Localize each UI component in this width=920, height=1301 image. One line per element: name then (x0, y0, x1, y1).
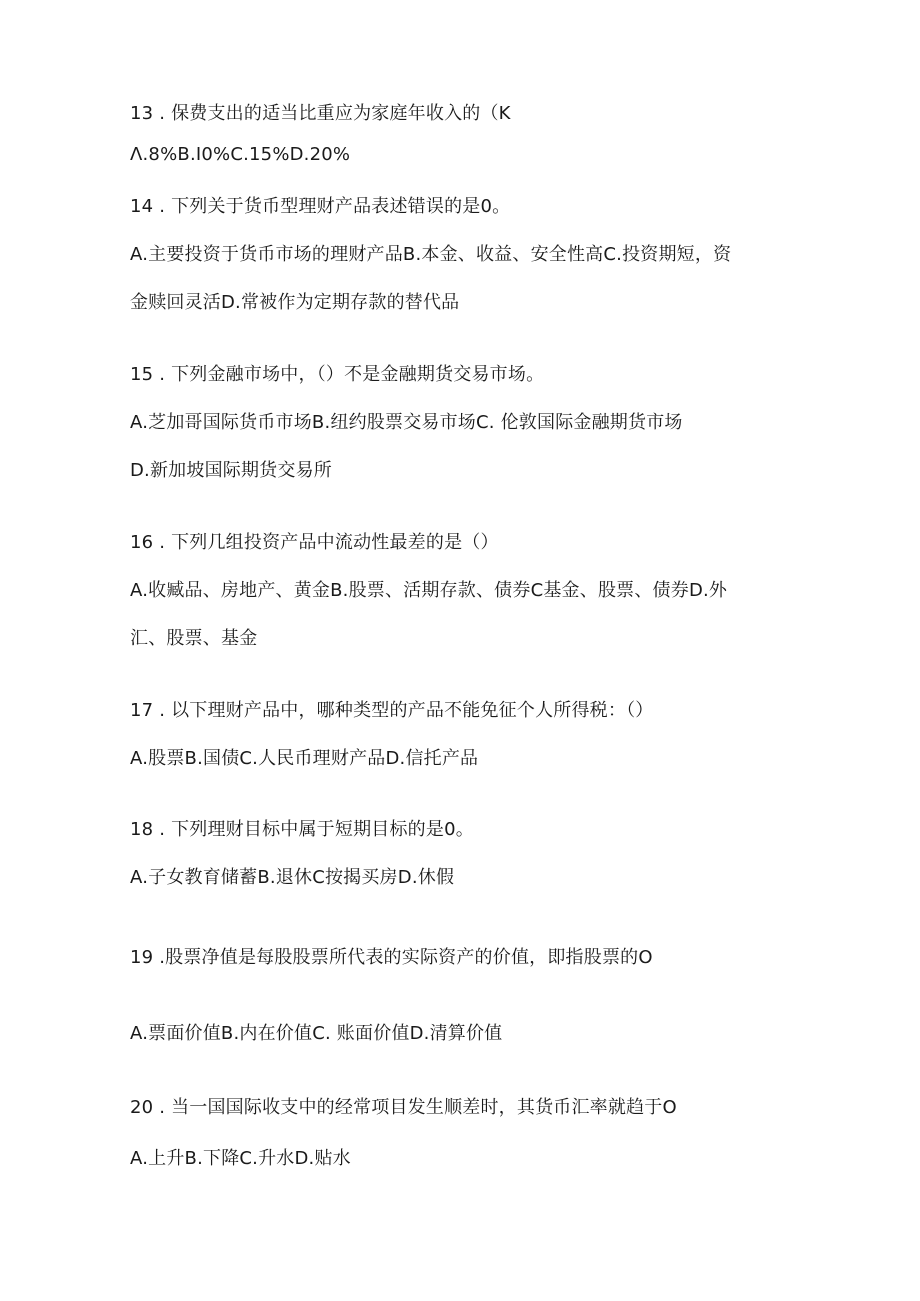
question-15-options: A.芝加哥国际货币市场B.纽约股票交易市场C. 伦敦国际金融期货市场 (130, 412, 683, 433)
question-18: 18 . 下列理财目标中属于短期目标的是0。 (130, 819, 474, 840)
question-17-options: A.股票B.国债C.人民币理财产品D.信托产品 (130, 748, 479, 769)
question-16: 16 . 下列几组投资产品中流动性最差的是（） (130, 532, 499, 553)
question-14-options-cont: 金赎回灵活D.常被作为定期存款的替代品 (130, 292, 460, 313)
question-13: 13 . 保费支出的适当比重应为家庭年收入的（K (130, 103, 511, 124)
question-15: 15 . 下列金融市场中，（）不是金融期货交易市场。 (130, 364, 545, 385)
question-20: 20 . 当一国国际收支中的经常项目发生顺差时，其货币汇率就趋于O (130, 1097, 677, 1118)
question-19: 19 .股票净值是每股股票所代表的实际资产的价值，即指股票的O (130, 947, 653, 968)
question-15-options-cont: D.新加坡国际期货交易所 (130, 460, 332, 481)
question-14: 14 . 下列关于货币型理财产品表述错误的是0。 (130, 196, 511, 217)
question-16-options-cont: 汇、股票、基金 (130, 628, 258, 649)
question-17: 17 . 以下理财产品中，哪种类型的产品不能免征个人所得税：（） (130, 700, 654, 721)
question-16-options: A.收臧品、房地产、黄金B.股票、活期存款、债券C基金、股票、债券D.外 (130, 580, 728, 601)
question-20-options: A.上升B.下降C.升水D.贴水 (130, 1148, 351, 1169)
question-13-options: Λ.8%B.I0%C.15%D.20% (130, 144, 351, 165)
question-14-options: A.主要投资于货币市场的理财产品B.本金、收益、安全性高C.投资期短，资 (130, 244, 732, 265)
question-18-options: A.子女教育储蓄B.退休C按揭买房D.休假 (130, 867, 455, 888)
question-19-options: A.票面价值B.内在价值C. 账面价值D.清算价值 (130, 1023, 503, 1044)
